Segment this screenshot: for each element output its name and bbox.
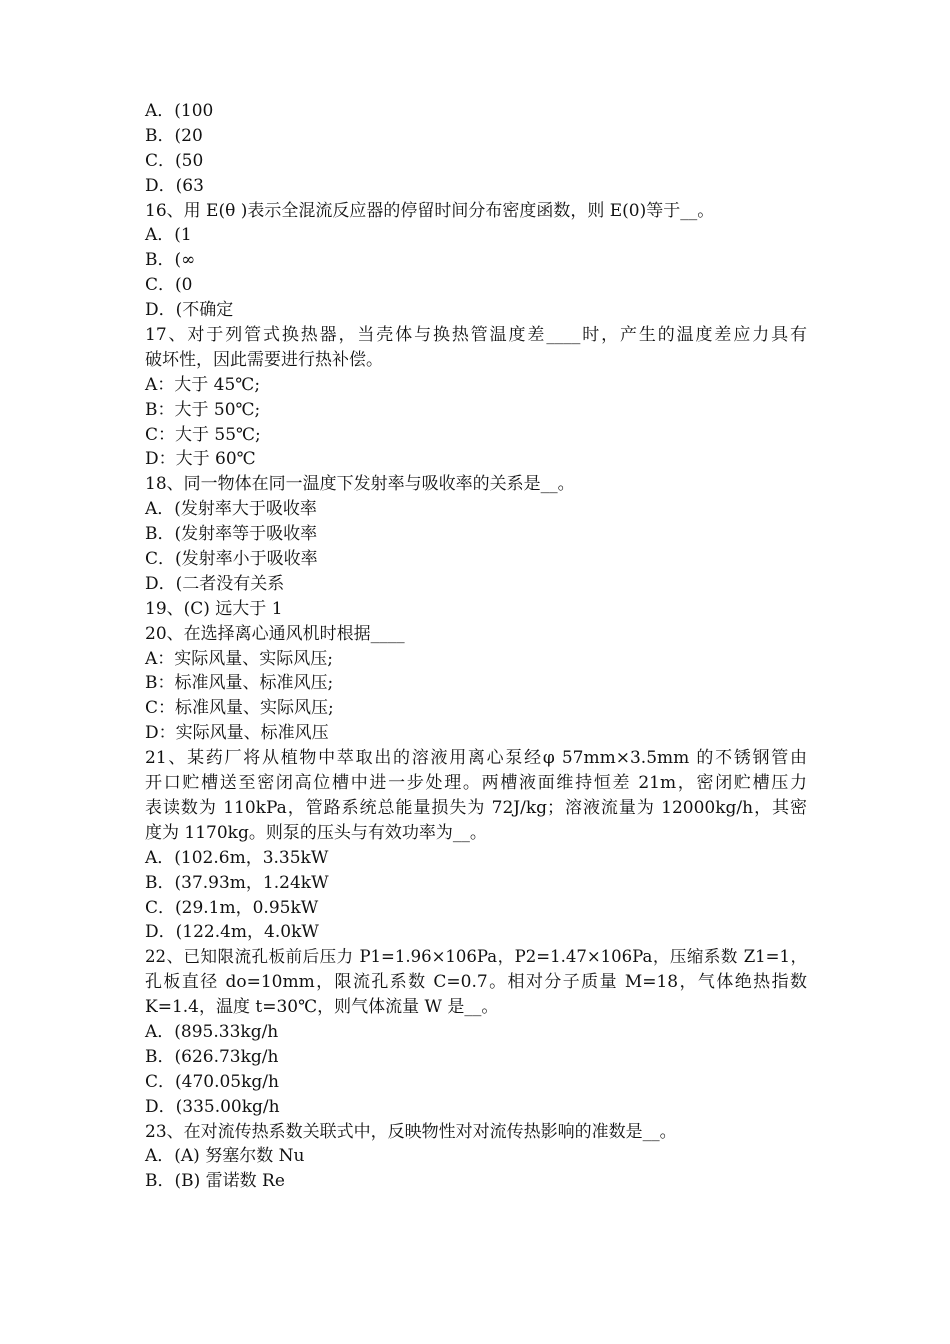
question-22-cont: K=1.4，温度 t=30℃，则气体流量 W 是__。 <box>145 997 499 1018</box>
option-line: D．(335.00kg/h <box>145 1096 280 1117</box>
option-line: C．(0 <box>145 275 193 296</box>
option-line: A．(102.6m，3.35kW <box>145 847 329 868</box>
question-16: 16、用 E(θ )表示全混流反应器的停留时间分布密度函数，则 E(0)等于__。 <box>145 200 715 221</box>
option-line: D．(二者没有关系 <box>145 573 285 594</box>
question-20: 20、在选择离心通风机时根据____ <box>145 623 405 644</box>
question-21-cont: 度为 1170kg。则泵的压头与有效功率为__。 <box>145 822 487 843</box>
option-line: A．(1 <box>145 225 192 246</box>
option-line: C：大于 55℃; <box>145 424 261 445</box>
question-21: 21、某药厂将从植物中萃取出的溶液用离心泵经φ 57mm×3.5mm 的不锈钢管由 <box>145 748 807 769</box>
option-line: C．(发射率小于吸收率 <box>145 549 318 570</box>
option-line: C：标准风量、实际风压; <box>145 698 334 719</box>
question-18: 18、同一物体在同一温度下发射率与吸收率的关系是__。 <box>145 474 575 495</box>
option-line: A：实际风量、实际风压; <box>145 648 334 669</box>
question-17-cont: 破坏性，因此需要进行热补偿。 <box>145 349 383 370</box>
option-line: A．(895.33kg/h <box>145 1021 279 1042</box>
option-line: B．(626.73kg/h <box>145 1046 279 1067</box>
option-line: C．(470.05kg/h <box>145 1071 279 1092</box>
question-19: 19、(C) 远大于 1 <box>145 598 283 619</box>
option-line: B．(20 <box>145 125 203 146</box>
option-line: B：标准风量、标准风压; <box>145 673 334 694</box>
document-body <box>145 99 807 1194</box>
question-23: 23、在对流传热系数关联式中，反映物性对对流传热影响的准数是__。 <box>145 1121 677 1142</box>
option-line: D．(63 <box>145 175 204 196</box>
option-line: A．(发射率大于吸收率 <box>145 499 317 520</box>
option-line: C．(50 <box>145 150 204 171</box>
question-21-cont: 开口贮槽送至密闭高位槽中进一步处理。两槽液面维持恒差 21m，密闭贮槽压力 <box>145 773 807 794</box>
option-line: D：实际风量、标准风压 <box>145 723 329 744</box>
option-line: B：大于 50℃; <box>145 399 261 420</box>
question-22-cont: 孔板直径 do=10mm，限流孔系数 C=0.7。相对分子质量 M=18，气体绝热指数 <box>145 972 807 993</box>
question-22: 22、已知限流孔板前后压力 P1=1.96×106Pa，P2=1.47×106Pa，压缩系数 Z1=1， <box>145 947 807 967</box>
option-line: C．(29.1m，0.95kW <box>145 897 319 918</box>
question-17: 17、对于列管式换热器，当壳体与换热管温度差____时，产生的温度差应力具有 <box>145 325 807 346</box>
option-line: D：大于 60℃ <box>145 449 256 470</box>
option-line: A．(A) 努塞尔数 Nu <box>145 1146 305 1167</box>
option-line: B．(发射率等于吸收率 <box>145 524 318 545</box>
option-line: B．(B) 雷诺数 Re <box>145 1171 285 1192</box>
option-line: A．(100 <box>145 101 214 121</box>
option-line: D．(122.4m，4.0kW <box>145 922 319 943</box>
option-line: B．(37.93m，1.24kW <box>145 872 329 893</box>
question-21-cont: 表读数为 110kPa，管路系统总能量损失为 72J/kg；溶液流量为 12000kg/h，其密 <box>145 797 807 818</box>
option-line: B．(∞ <box>145 250 196 271</box>
option-line: D．(不确定 <box>145 300 234 321</box>
option-line: A：大于 45℃; <box>145 374 261 395</box>
